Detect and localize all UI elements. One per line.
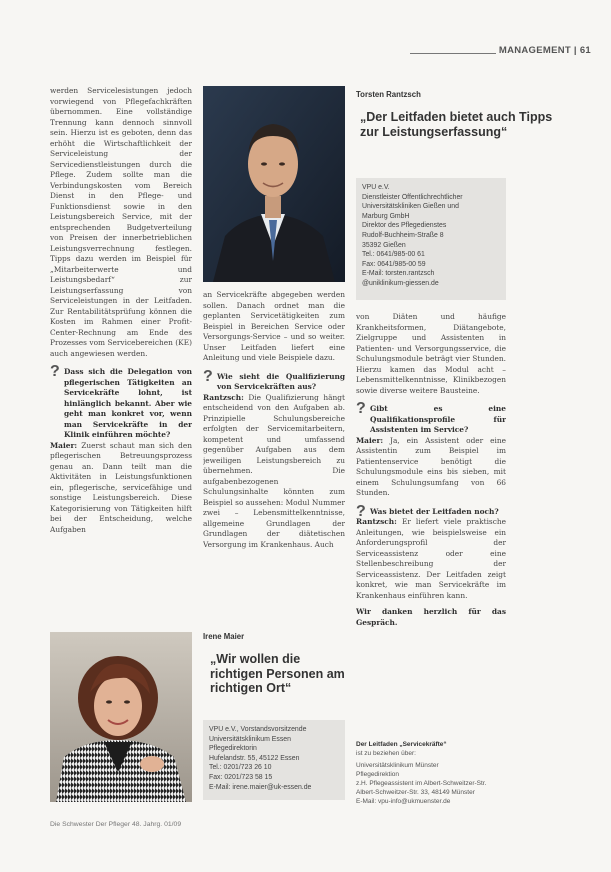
contact-line: Dienstleister Öffentlichrechtlicher <box>362 193 463 201</box>
question-text: Dass sich die Delegation von pflegerischen Tätigkeiten an Servicekräfte lohnt, ist hinlänglich bekannt. Aber wie geht man konkret vor, wenn man Servicekräfte in der Klinik einführen möchte? <box>64 367 192 439</box>
portrait-photo-maier <box>50 632 192 802</box>
article-column-3 <box>356 312 506 707</box>
interview-question <box>356 502 506 520</box>
interviewee-name-rantzsch: Torsten Rantzsch <box>356 90 421 99</box>
contact-box-maier <box>203 720 345 800</box>
interview-answer <box>203 393 345 551</box>
question-mark-icon: ? <box>50 363 60 380</box>
contact-line: Direktor des Pflegedienstes <box>362 222 447 230</box>
guide-source-line: Universitätsklinikum Münster <box>356 762 439 769</box>
guide-title: Der Leitfaden „Servicekräfte“ <box>356 741 447 748</box>
question-text: Was bietet der Leitfaden noch? <box>370 506 499 516</box>
contact-line: E-Mail: irene.maier@uk-essen.de <box>209 783 312 791</box>
contact-line: Universitätskliniken Gießen und <box>362 203 459 211</box>
guide-subtitle: ist zu beziehen über: <box>356 750 416 757</box>
contact-line: VPU e.V. <box>362 184 390 191</box>
question-mark-icon: ? <box>203 367 213 385</box>
contact-line: Fax: 0201/723 58 15 <box>209 773 273 781</box>
contact-line: Marburg GmbH <box>362 212 410 220</box>
answer-text: Ja, ein Assistent oder eine Assistentin zum Beispiel im Patientenservice benötigt die Schulungsmodule eins bis sieben, mit einem Schulungsumfang von 66 Stunden. <box>356 435 506 497</box>
portrait-photo-rantzsch <box>203 86 345 282</box>
interviewee-name-maier: Irene Maier <box>203 632 245 641</box>
page-footer: Die Schwester Der Pfleger 48. Jahrg. 01/09 <box>50 821 182 828</box>
pull-quote-maier: „Wir wollen die richtigen Personen am richtigen Ort“ <box>210 652 345 695</box>
interview-answer <box>356 517 506 601</box>
section-header <box>410 44 591 62</box>
guide-source-line: Albert-Schweitzer-Str. 33, 48149 Münster <box>356 789 475 796</box>
portrait-maier-image <box>50 632 192 802</box>
contact-line: Hufelandstr. 55, 45122 Essen <box>209 754 300 762</box>
guide-source-line: Pflegedirektion <box>356 771 399 778</box>
contact-box-rantzsch <box>356 178 506 300</box>
interview-answer <box>50 441 192 536</box>
column-2-text: an Servicekräfte abgegeben werden sollen. Danach ordnet man die geplanten Servicetätigkeiten zum Beispiel in Bereichen Service oder Versorgungs-Service – und so weiter. Unser Leitfaden liefert eine Anleitung und viele Beispiele dazu. <box>203 290 345 362</box>
answer-text: Er liefert viele praktische Anleitungen, wie beispielsweise ein Anforderungsprofil der Serviceassistenz oder eine Stellenbeschreibung der Serviceassistenz. Der Leitfaden zeigt konkret, wie man Servicekräfte im Krankenhaus einführen kann. <box>356 517 506 600</box>
contact-line: VPU e.V., Vorstandsvorsitzende <box>209 726 307 733</box>
contact-line: Tel.: 0641/985-00 61 <box>362 251 425 259</box>
speaker-label: Maier: <box>356 435 384 445</box>
contact-line: Universitätsklinikum Essen <box>209 735 291 743</box>
guide-availability-note <box>356 740 506 806</box>
answer-text: Die Qualifizierung hängt entscheidend von den Aufgaben ab. Prinzipielle Schulungsbereiche erfolgten der Servicemitarbeitern, kompetent und umfassend gegenüber Aufgaben aus dem jeweiligen Leistungsbereich zu übernehmen. Die aufgabenbezogenen Schulungsinhalte könnten zum Beispiel so aussehen: Modul Nummer zwei – Lebensmittelkenntnisse, allgemeine Grundlagen der Grundlagen der diätetischen Versorgung im Krankenhaus. Auch <box>203 392 345 549</box>
guide-source-line: E-Mail: vpu-info@ukmuenster.de <box>356 798 451 805</box>
portrait-rantzsch-image <box>203 86 345 282</box>
interview-answer <box>356 436 506 499</box>
question-text: Wie sieht die Qualifizierung von Servicekräften aus? <box>217 371 345 391</box>
column-1-text: werden Servicelesistungen jedoch vorwiegend von Pflegefachkräften übernommen. Eine vollständige Trennung kann dennoch sinnvoll sein. Hierzu ist es geboten, denn das erhöht die Wirtschaftlichkeit der Serviceleistung der Servicedienstleistungen durch die Pflege. Zudem sollte man die Verbindungskosten vom Bereich Dienst in den Pflege- und Funktionsdienst sowie in den Leistungsbereich Service, mit der entsprechenden Budgetverteilung von Preisen der innerbetrieblichen Leistungsverrechnung festlegen. Tipps dazu werden im Beispiel für „Mitarbeiterwerte und Leistungsbedarf“ zur Leistungserfassung von Serviceleistungen in der Leitfaden. Zur Rentabilitätsprüfung können die Kosten im Rahmen einer Profit-Center-Rechnung am Ende des Prozesses vom Servicebereichen (KE) auch angewiesen werden. <box>50 86 192 358</box>
closing-thanks: Wir danken herzlich für das Gespräch. <box>356 607 506 627</box>
contact-line: 35392 Gießen <box>362 241 406 249</box>
contact-line: Fax: 0641/985-00 59 <box>362 260 426 268</box>
interview-question <box>50 363 192 441</box>
column-3-text: von Diäten und häufige Krankheitsformen, Diätangebote, Zielgruppe und Assistenten in Patienten- und Versorgungsservice, die Schulungsmodule beträgt vier Stunden. Hierzu kamen das Modul acht – Lebensmittelkenntnisse, Klinikbezogen sowie diverse weitere Bausteine. <box>356 312 506 395</box>
question-mark-icon: ? <box>356 400 366 417</box>
speaker-label: Rantzsch: <box>203 392 244 402</box>
contact-line: Pflegedirektorin <box>209 745 257 753</box>
question-mark-icon: ? <box>356 502 366 520</box>
interview-question <box>356 400 506 436</box>
speaker-label: Maier: <box>50 440 78 450</box>
guide-source-line: z.H. Pflegeassistent im Albert-Schweitzer-Str. <box>356 780 487 787</box>
contact-line: Tel.: 0201/723 26 10 <box>209 764 272 772</box>
question-text: Gibt es eine Qualifikationsprofile für Assistenten im Service? <box>370 404 506 434</box>
speaker-label: Rantzsch: <box>356 517 397 526</box>
section-title: MANAGEMENT | 61 <box>496 45 591 56</box>
pull-quote-rantzsch: „Der Leitfaden bietet auch Tipps zur Leistungserfassung“ <box>360 110 553 139</box>
contact-line: Rudolf-Buchheim-Straße 8 <box>362 231 444 239</box>
contact-line: E-Mail: torsten.rantzsch <box>362 270 435 278</box>
contact-line: @uniklinikum-giessen.de <box>362 279 439 287</box>
article-column-2 <box>203 290 345 606</box>
article-column-1 <box>50 86 192 666</box>
interview-question <box>203 367 345 393</box>
answer-text: Zuerst schaut man sich den pflegerischen Betreuungsprozess genau an. Dann teilt man die Aktivitäten in Leistungsfunktionen ein, pflegerische, servicefähige und sonstige Leistungsbereich. Diese Kategorisierung von Tätigkeiten hilft bei der Entscheidung, welche Aufgaben <box>50 440 192 534</box>
